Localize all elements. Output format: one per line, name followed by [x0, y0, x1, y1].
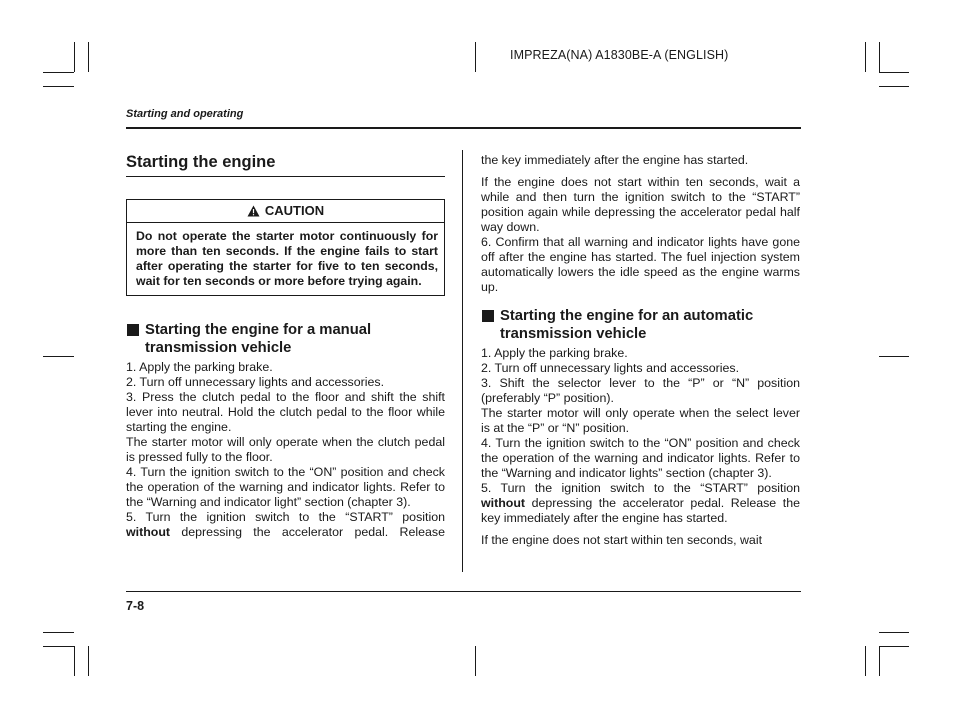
caution-label: CAUTION — [264, 203, 325, 218]
caution-box — [126, 199, 445, 296]
no-start-paragraph: If the engine does not start within ten seconds, wait a while and then turn the ignition switch to the “START” position again while depressing the accelerator pedal half way down. — [481, 175, 800, 234]
page-title: Starting the engine — [126, 152, 445, 177]
manual-step-5-prefix: 5. Turn the ignition switch to the “START” position — [126, 510, 445, 524]
auto-step-5-suffix: depressing the accelerator pedal. Release the key immediately after the engine has started. — [481, 496, 800, 525]
left-column — [126, 152, 445, 540]
warning-triangle-icon — [247, 205, 260, 217]
manual-step-5-suffix: depressing the accelerator pedal. Release — [181, 525, 445, 539]
section-bullet-icon — [127, 324, 139, 336]
auto-step-3: 3. Shift the selector lever to the “P” or “N” position (preferably “P” position). — [481, 376, 800, 405]
auto-step-5-prefix: 5. Turn the ignition switch to the “START” position — [481, 481, 800, 495]
continued-text: the key immediately after the engine has started. — [481, 153, 749, 167]
auto-step-5-emphasis: without — [481, 496, 526, 510]
auto-step-2: 2. Turn off unnecessary lights and accessories. — [481, 361, 740, 375]
page-number: 7-8 — [126, 599, 145, 613]
manual-note: The starter motor will only operate when the clutch pedal is pressed fully to the floor. — [126, 435, 445, 464]
auto-trailing-text: If the engine does not start within ten seconds, wait — [481, 533, 763, 547]
auto-step-5 — [481, 481, 800, 526]
section-bullet-icon — [482, 310, 494, 322]
step-6: 6. Confirm that all warning and indicator lights have gone off after the engine has started. The fuel injection system automatically lowers the idle speed as the engine warms up. — [481, 235, 800, 294]
caution-header — [127, 200, 444, 223]
manual-step-4: 4. Turn the ignition switch to the “ON” position and check the operation of the warning and indicator lights. Refer to the “Warning and indicator light” section (chapter 3). — [126, 465, 445, 509]
auto-step-4: 4. Turn the ignition switch to the “ON” position and check the operation of the warning and indicator lights. Refer to the “Warning and indicator lights” section (chapter 3). — [481, 436, 800, 480]
auto-note: The starter motor will only operate when the select lever is at the “P” or “N” position. — [481, 406, 800, 435]
automatic-heading — [481, 307, 800, 343]
document-code: IMPREZA(NA) A1830BE-A (ENGLISH) — [510, 48, 729, 62]
manual-step-2: 2. Turn off unnecessary lights and accessories. — [126, 375, 385, 389]
manual-step-1: 1. Apply the parking brake. — [126, 360, 273, 374]
right-column — [481, 153, 800, 548]
section-title: Starting and operating — [126, 108, 244, 120]
manual-heading-text: Starting the engine for a manual transmission vehicle — [145, 322, 372, 356]
footer-rule — [126, 591, 801, 592]
manual-step-5-emphasis: without — [126, 525, 171, 539]
auto-step-1: 1. Apply the parking brake. — [481, 346, 628, 360]
header-rule — [126, 127, 801, 129]
column-divider — [462, 150, 463, 572]
manual-heading — [126, 321, 445, 357]
manual-step-5 — [126, 510, 445, 540]
manual-step-3: 3. Press the clutch pedal to the floor and shift the shift lever into neutral. Hold the clutch pedal to the floor while starting the engine. — [126, 390, 445, 434]
caution-text: Do not operate the starter motor continuously for more than ten seconds. If the engine fails to start after operating the starter for five to ten seconds, wait for ten seconds or more before trying again. — [136, 229, 438, 288]
automatic-heading-text: Starting the engine for an automatic transmission vehicle — [500, 308, 754, 342]
